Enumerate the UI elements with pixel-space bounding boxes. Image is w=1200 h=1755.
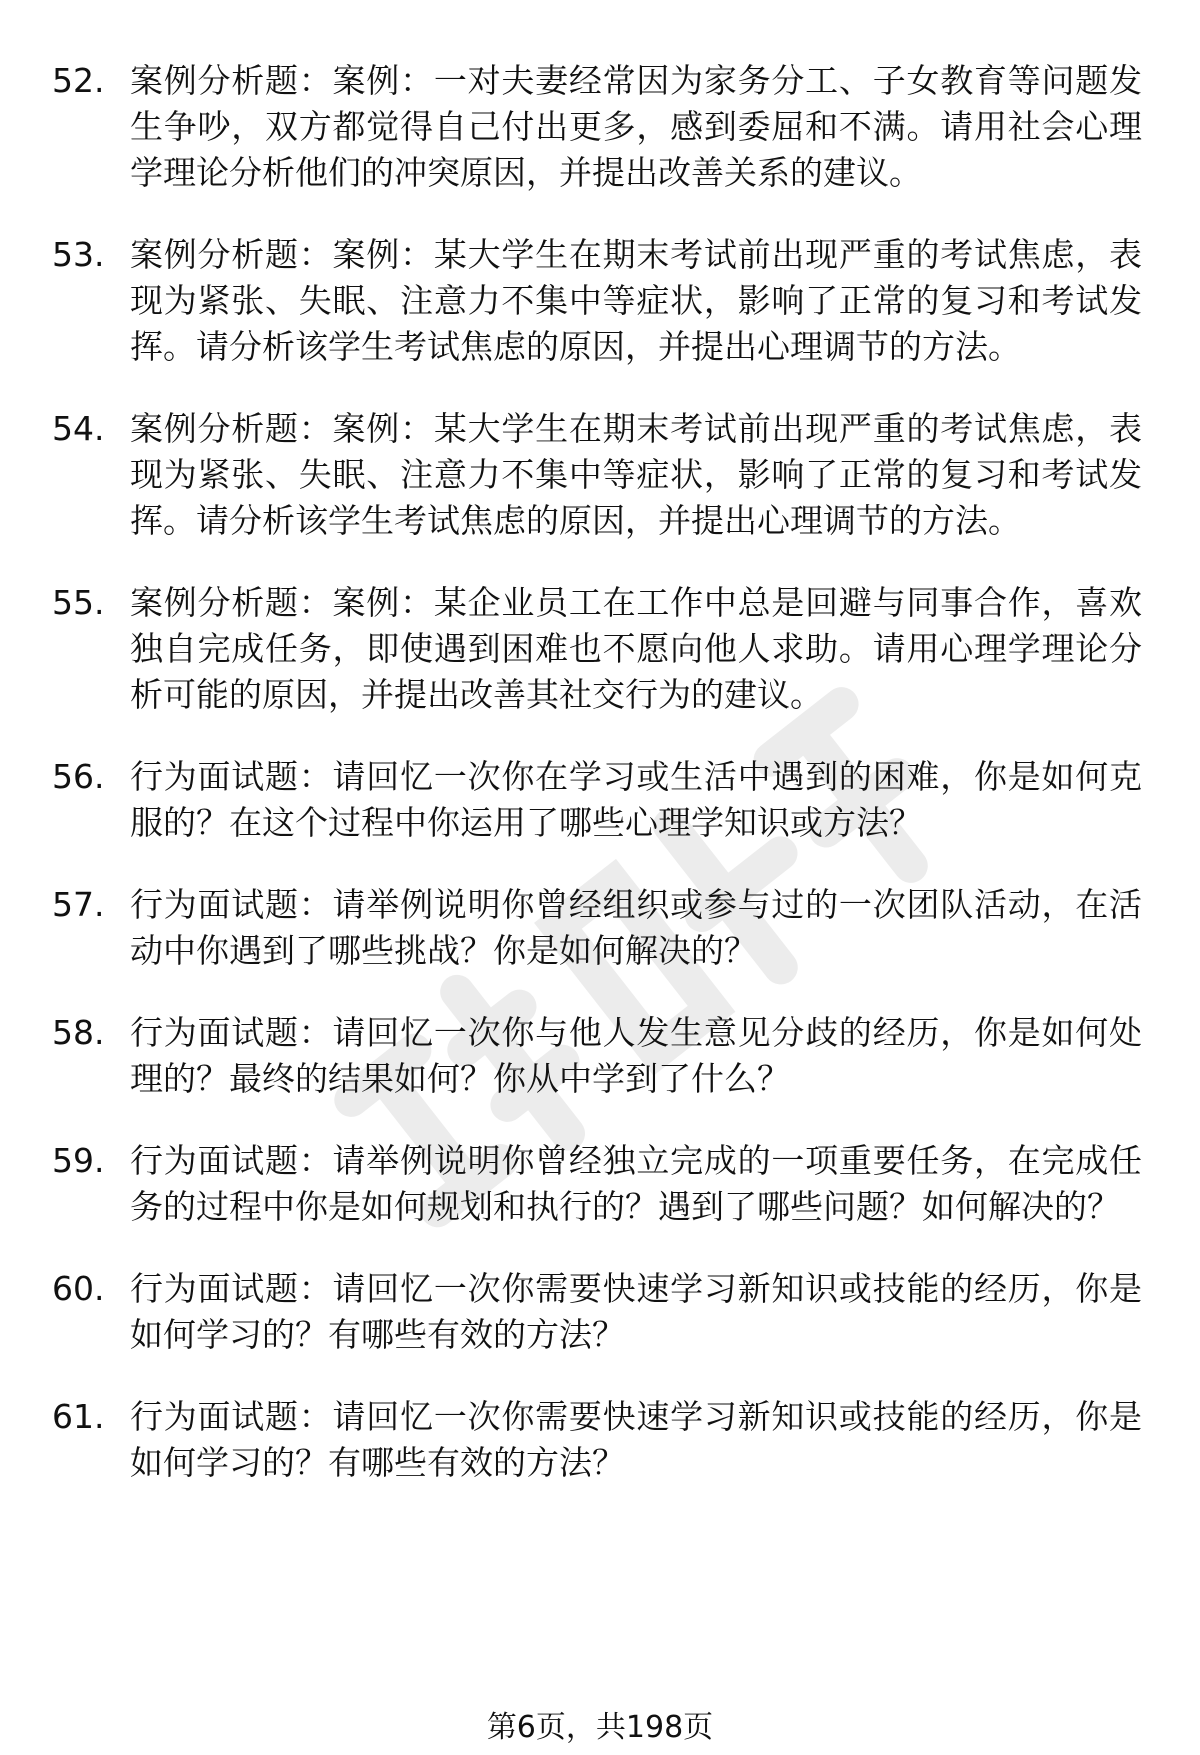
question-number: 55. <box>52 583 105 622</box>
question-item <box>52 1266 1142 1358</box>
question-number: 57. <box>52 885 105 924</box>
question-list <box>52 58 1142 1522</box>
question-text: 行为面试题：请回忆一次你需要快速学习新知识或技能的经历，你是如何学习的？有哪些有效的方法？ <box>130 1269 1142 1354</box>
question-item <box>52 1394 1142 1486</box>
question-text: 行为面试题：请回忆一次你与他人发生意见分歧的经历，你是如何处理的？最终的结果如何？你从中学到了什么？ <box>130 1013 1142 1098</box>
question-number: 56. <box>52 757 105 796</box>
question-item <box>52 754 1142 846</box>
question-number: 54. <box>52 409 105 448</box>
question-text: 行为面试题：请回忆一次你在学习或生活中遇到的困难，你是如何克服的？在这个过程中你运用了哪些心理学知识或方法？ <box>130 757 1142 842</box>
question-text: 行为面试题：请举例说明你曾经独立完成的一项重要任务，在完成任务的过程中你是如何规划和执行的？遇到了哪些问题？如何解决的？ <box>130 1141 1142 1226</box>
question-number: 61. <box>52 1397 105 1436</box>
question-text: 案例分析题：案例：某企业员工在工作中总是回避与同事合作，喜欢独自完成任务，即使遇到困难也不愿向他人求助。请用心理学理论分析可能的原因，并提出改善其社交行为的建议。 <box>130 583 1142 714</box>
question-item <box>52 58 1142 196</box>
question-item <box>52 232 1142 370</box>
question-item <box>52 406 1142 544</box>
question-number: 53. <box>52 235 105 274</box>
question-text: 案例分析题：案例：一对夫妻经常因为家务分工、子女教育等问题发生争吵，双方都觉得自己付出更多，感到委屈和不满。请用社会心理学理论分析他们的冲突原因，并提出改善关系的建议。 <box>130 61 1142 192</box>
question-text: 案例分析题：案例：某大学生在期末考试前出现严重的考试焦虑，表现为紧张、失眠、注意力不集中等症状，影响了正常的复习和考试发挥。请分析该学生考试焦虑的原因，并提出心理调节的方法。 <box>130 235 1142 366</box>
page-number-footer: 第6页，共198页 <box>486 1710 714 1745</box>
question-number: 52. <box>52 61 105 100</box>
question-number: 59. <box>52 1141 105 1180</box>
question-text: 案例分析题：案例：某大学生在期末考试前出现严重的考试焦虑，表现为紧张、失眠、注意力不集中等症状，影响了正常的复习和考试发挥。请分析该学生考试焦虑的原因，并提出心理调节的方法。 <box>130 409 1142 540</box>
question-item <box>52 580 1142 718</box>
question-item <box>52 1138 1142 1230</box>
question-item <box>52 1010 1142 1102</box>
question-item <box>52 882 1142 974</box>
question-text: 行为面试题：请举例说明你曾经组织或参与过的一次团队活动，在活动中你遇到了哪些挑战？你是如何解决的？ <box>130 885 1142 970</box>
question-number: 58. <box>52 1013 105 1052</box>
question-number: 60. <box>52 1269 105 1308</box>
question-text: 行为面试题：请回忆一次你需要快速学习新知识或技能的经历，你是如何学习的？有哪些有效的方法？ <box>130 1397 1142 1482</box>
